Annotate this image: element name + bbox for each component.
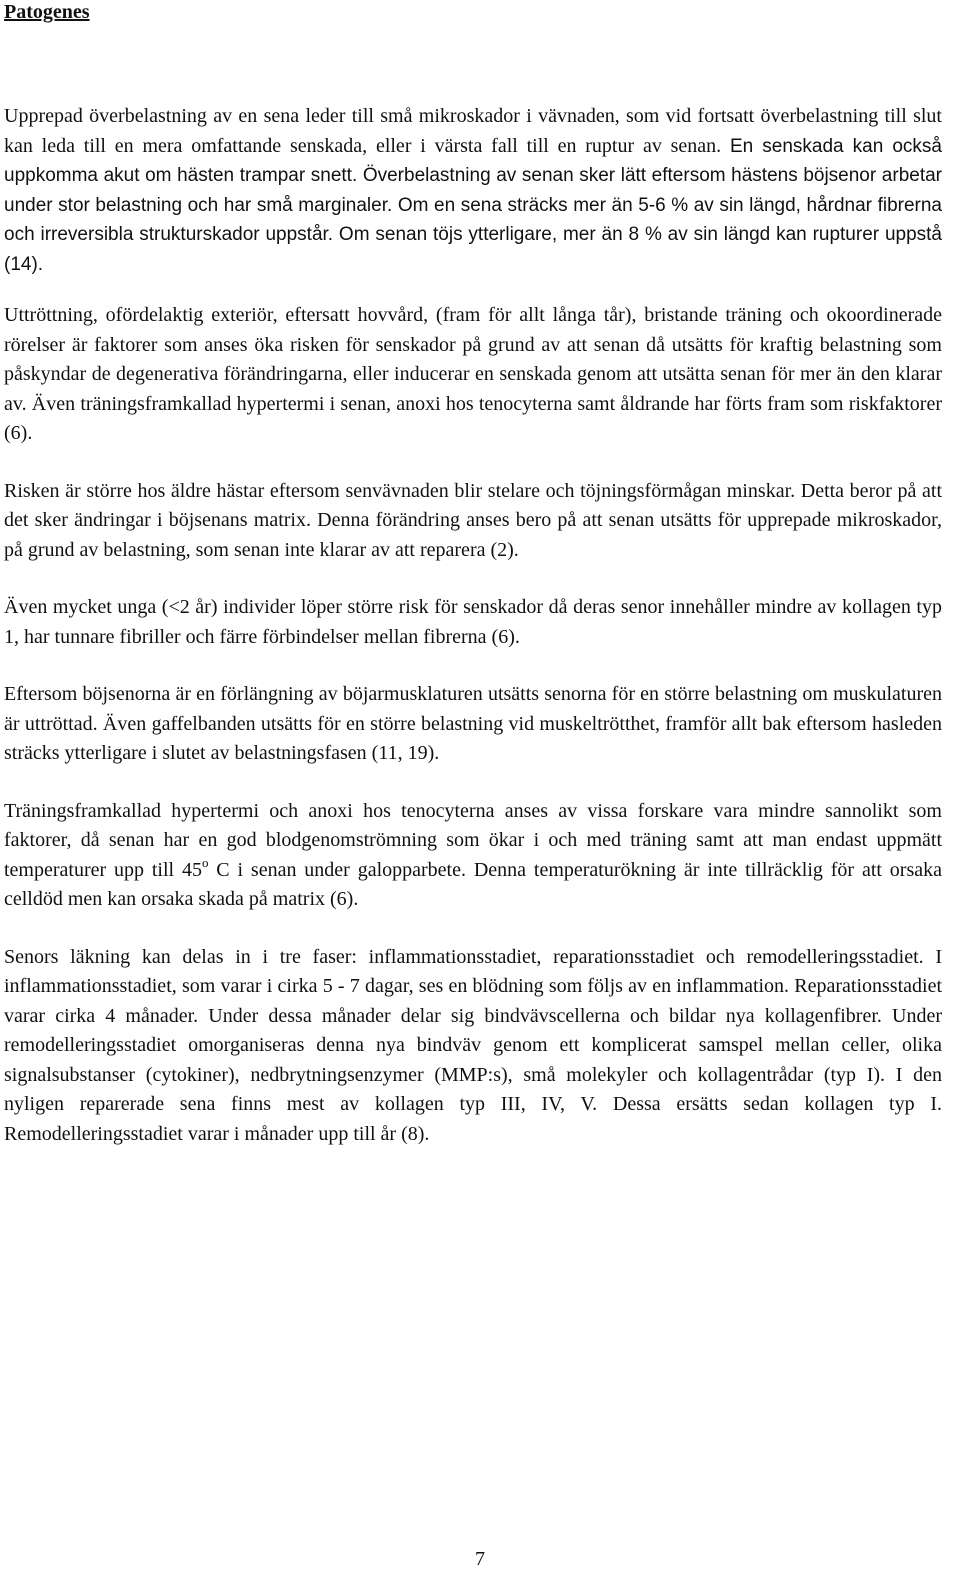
paragraph-healing-phases: Senors läkning kan delas in i tre faser: inflammationsstadiet, reparationsstadiet och remodelleringsstadiet. I inflammationsstadiet, som varar i cirka 5 - 7 dagar, ses en blödning som följs av en inflammation. Reparationsstadiet varar cirka 4 månader. Under dessa månader delar sig bindvävscellerna och bildar nya kollagenfibrer. Under remodelleringsstadiet omorganiseras denna nya bindväv genom ett komplicerat samspel mellan celler, olika signalsubstanser (cytokiner), nedbrytningsenzymer (MMP:s), små molekyler och kollagentrådar (typ I). I den nyligen reparerade sena finns mest av kollagen typ III, IV, V. Dessa ersätts sedan kollagen typ I. Remodelleringsstadiet varar i månader upp till år (8). [4,945,942,1145]
paragraph-overload [4,102,942,279]
section-heading: Patogenes [4,1,90,23]
paragraph-risk-factors: Uttröttning, ofördelaktig exteriör, eftersatt hovvård, (fram för allt långa tår), bristande träning och okoordinerade rörelser är faktorer som anses öka risken för senskador på grund av att senan då utsätts för kraftig belastning som påskyndar de degenerativa förändringarna, eller inducerar en senskada genom att utsätta senan för mer än den klarar av. Även träningsframkallad hypertermi i senan, anoxi hos tenocyterna samt åldrande har förts fram som riskfaktorer (6). [4,304,942,444]
degree-superscript: o [201,854,209,870]
paragraph-older-horses: Risken är större hos äldre hästar eftersom senvävnaden blir stelare och töjningsförmågan minskar. Detta beror på att det sker ändringar i böjsenans matrix. Denna förändring anses bero på att senan utsätts för upprepade mikroskador, på grund av belastning, som senan inte klarar av att reparera (2). [4,479,942,561]
paragraph-muscle-fatigue: Eftersom böjsenorna är en förlängning av böjarmusklaturen utsätts senorna för en större belastning om muskulaturen är uttröttad. Även gaffelbanden utsätts för en större belastning vid muskeltrötthet, framför allt bak eftersom hasleden sträcks ytterligare i slutet av belastningsfasen (11, 19). [4,683,942,764]
paragraph-hyperthermia-start: Träningsframkallad hypertermi och anoxi hos tenocyterna anses av vissa forskare vara mindre sannolikt som faktorer, då senan har en god blodgenomströmning som ökar i och med träning samt att man endast uppmätt temperaturer upp till 45 [4,799,942,881]
paragraph-overload-sans: En senskada kan också uppkomma akut om hästen trampar snett. Överbelastning av senan sker lätt eftersom hästens böjsenor arbetar under stor belastning och har små marginaler. Om en sena sträcks mer än 5-6 % av sin längd, hårdnar fibrerna och irreversibla strukturskador uppstår. Om senan töjs ytterligare, mer än 8 % av sin längd kan rupturer uppstå (14). [4,135,942,275]
page-number: 7 [475,1548,485,1570]
paragraph-hyperthermia [4,797,942,915]
paragraph-overload-serif: Upprepad överbelastning av en sena leder till små mikroskador i vävnaden, som vid fortsatt överbelastning till slut kan leda till en mera omfattande senskada, eller i värsta fall till en ruptur av senan. [4,105,942,157]
paragraph-hyperthermia-end: C i senan under galopparbete. Denna temperaturökning är inte tillräcklig för att orsaka celldöd men kan orsaka skada på matrix (6). [4,858,942,910]
document-page [4,0,942,1149]
paragraph-young-horses: Även mycket unga (<2 år) individer löper större risk för senskador då deras senor innehåller mindre av kollagen typ 1, har tunnare fibriller och färre förbindelser mellan fibrerna (6). [4,596,942,648]
